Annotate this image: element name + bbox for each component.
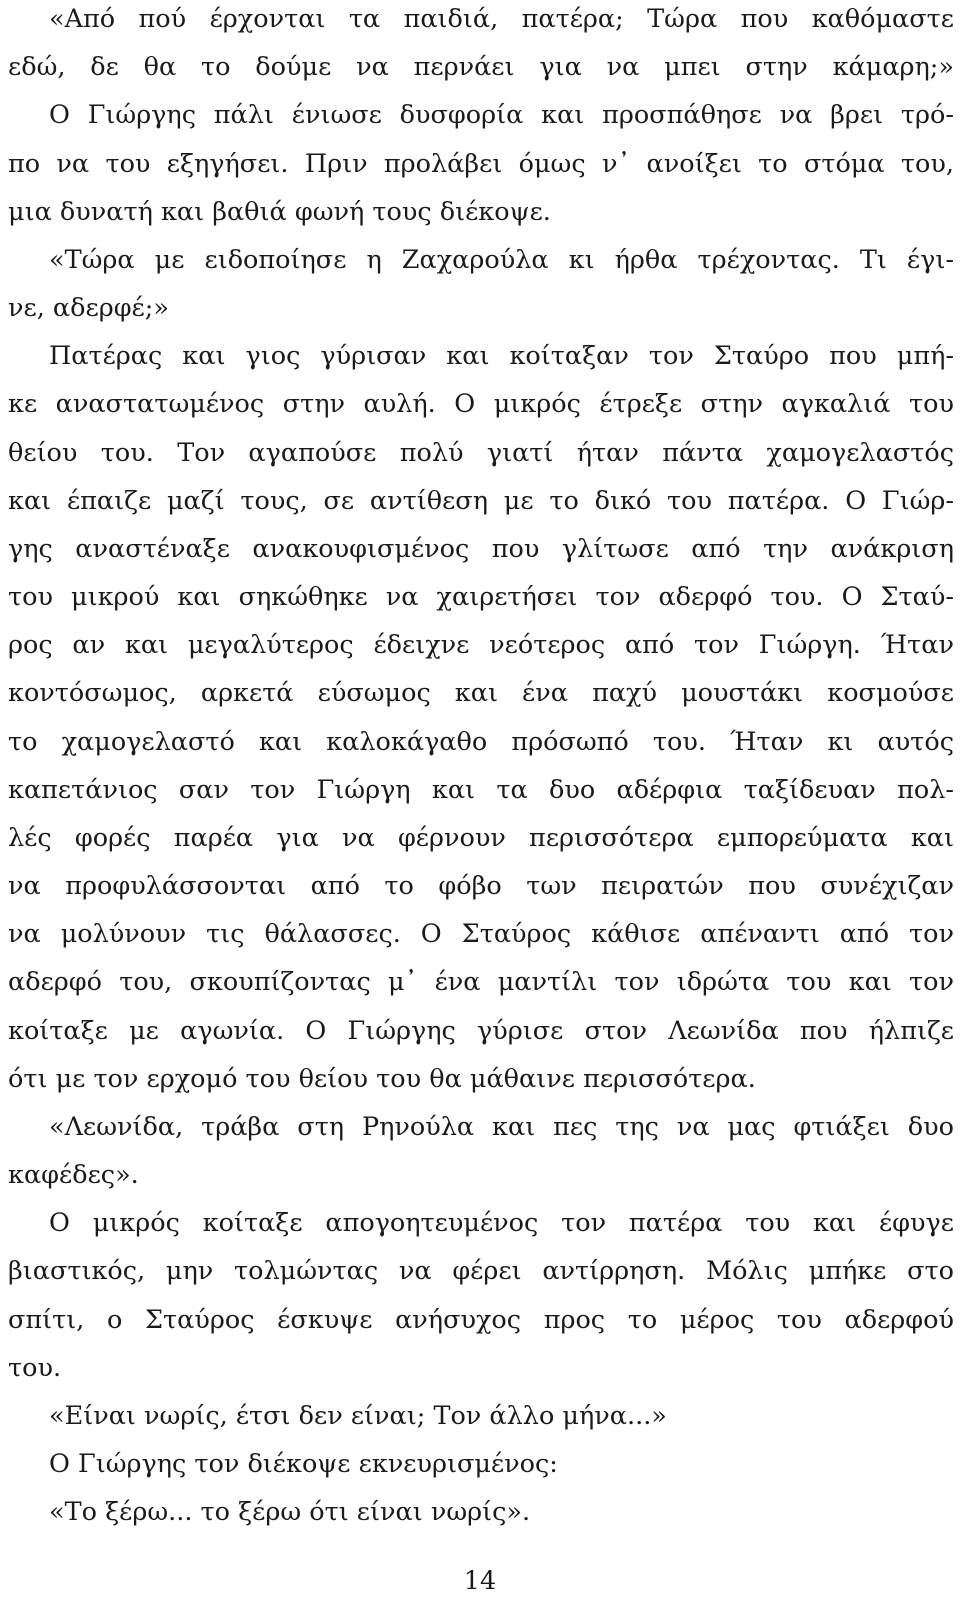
text-line: το χαμογελαστό και καλοκάγαθο πρόσωπό του. Ήταν κι αυτός (8, 727, 954, 757)
text-line: «Από πού έρχονται τα παιδιά, πατέρα; Τώρα που καθόμαστε (49, 4, 954, 34)
text-line: κε αναστατωμένος στην αυλή. Ο μικρός έτρεξε στην αγκαλιά του (8, 389, 954, 419)
text-line: να μολύνουν τις θάλασσες. Ο Σταύρος κάθισε απέναντι από τον (8, 919, 954, 949)
text-line: καφέδες». (8, 1160, 139, 1190)
text-line: βιαστικός, μην τολμώντας να φέρει αντίρρηση. Μόλις μπήκε στο (8, 1256, 954, 1286)
text-line: Πατέρας και γιος γύρισαν και κοίταξαν τον Σταύρο που μπή- (49, 341, 954, 371)
text-line: νε, αδερφέ;» (8, 293, 169, 323)
text-line: Ο μικρός κοίταξε απογοητευμένος τον πατέρα του και έφυγε (49, 1208, 954, 1238)
text-line: να προφυλάσσονται από το φόβο των πειρατών που συνέχιζαν (8, 871, 954, 901)
text-line: θείου του. Τον αγαπούσε πολύ γιατί ήταν πάντα χαμογελαστός (8, 438, 954, 468)
text-line: σπίτι, ο Σταύρος έσκυψε ανήσυχος προς το μέρος του αδερφού (8, 1305, 954, 1335)
text-line: πο να του εξηγήσει. Πριν προλάβει όμως ν᾽ ανοίξει το στόμα του, (8, 149, 954, 179)
text-line: εδώ, δε θα το δούμε να περνάει για να μπει στην κάμαρη;» (8, 52, 954, 82)
text-line: καπετάνιος σαν τον Γιώργη και τα δυο αδέρφια ταξίδευαν πολ- (8, 775, 954, 805)
text-line: λές φορές παρέα για να φέρνουν περισσότερα εμπορεύματα και (8, 823, 954, 853)
text-line: μια δυνατή και βαθιά φωνή τους διέκοψε. (8, 197, 551, 227)
text-line: γης αναστέναξε ανακουφισμένος που γλίτωσε από την ανάκριση (8, 534, 954, 564)
text-line: κοντόσωμος, αρκετά εύσωμος και ένα παχύ μουστάκι κοσμούσε (8, 678, 954, 708)
text-line: ρος αν και μεγαλύτερος έδειχνε νεότερος από τον Γιώργη. Ήταν (8, 630, 954, 660)
text-line: αδερφό του, σκουπίζοντας μ᾽ ένα μαντίλι τον ιδρώτα του και τον (8, 967, 954, 997)
text-line: Ο Γιώργης τον διέκοψε εκνευρισμένος: (49, 1449, 558, 1479)
text-line: «Λεωνίδα, τράβα στη Ρηνούλα και πες της να μας φτιάξει δυο (49, 1112, 954, 1142)
text-line: κοίταξε με αγωνία. Ο Γιώργης γύρισε στον Λεωνίδα που ήλπιζε (8, 1016, 954, 1046)
text-line: ότι με τον ερχομό του θείου του θα μάθαινε περισσότερα. (8, 1064, 756, 1094)
text-line: «Το ξέρω... το ξέρω ότι είναι νωρίς». (49, 1497, 531, 1527)
text-line: και έπαιζε μαζί τους, σε αντίθεση με το δικό του πατέρα. Ο Γιώρ- (8, 486, 954, 516)
text-line: του μικρού και σηκώθηκε να χαιρετήσει τον αδερφό του. Ο Σταύ- (8, 582, 954, 612)
text-line: «Τώρα με ειδοποίησε η Ζαχαρούλα κι ήρθα τρέχοντας. Τι έγι- (49, 245, 954, 275)
text-line: «Είναι νωρίς, έτσι δεν είναι; Τον άλλο μήνα...» (49, 1401, 667, 1431)
text-line: του. (8, 1353, 62, 1383)
text-line: Ο Γιώργης πάλι ένιωσε δυσφορία και προσπάθησε να βρει τρό- (49, 100, 954, 130)
page-number: 14 (463, 1566, 497, 1596)
